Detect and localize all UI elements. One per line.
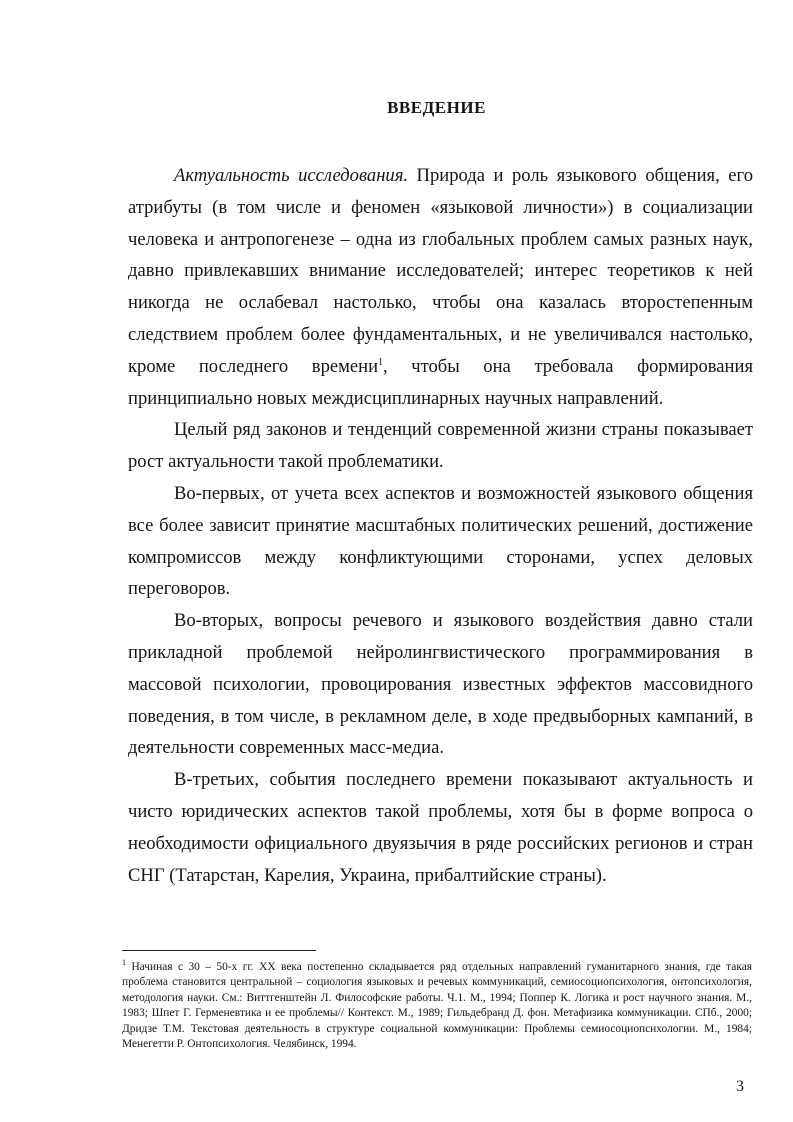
- footnote-text: Начиная с 30 – 50-х гг. XX века постепенно складывается ряд отдельных направлений гуманитарного знания, где такая проблема становится центральной – социология языковых и речевых коммуникаций, семиосоциопсихология, онтопсихология, методология науки. См.: Виттгенштейн Л. Философские работы. Ч.1. М., 1994; Поппер К. Логика и рост научного знания. М., 1983; Шпет Г. Герменевтика и ее проблемы// Контекст. М., 1989; Гильдебранд Д. фон. Метафизика коммуникации. СПб., 2000; Дридзе Т.М. Текстовая деятельность в структуре социальной коммуникации: Проблемы семиосоциопсихологии. М., 1984; Менегетти Р. Онтопсихология. Челябинск, 1994.: [122, 961, 752, 1051]
- paragraph-relevance-text-a: Природа и роль языкового общения, его атрибуты (в том числе и феномен «языковой личности») в социализации человека и антропогенезе – одна из глобальных проблем самых разных наук, давно привлекавших внимание исследователей; интерес теоретиков к ней никогда не ослабевал настолько, чтобы она казалась второстепенным следствием проблем более фундаментальных, и не увеличивался настолько, кроме последнего времени: [128, 165, 754, 377]
- footnote: [122, 960, 752, 1052]
- footnote-marker: 1: [122, 958, 126, 968]
- footnote-divider: [122, 950, 316, 951]
- page-title: ВВЕДЕНИЕ: [387, 98, 486, 117]
- paragraph-second-point: Во-вторых, вопросы речевого и языкового воздействия давно стали прикладной проблемой нейролингвистического программирования в массовой психологии, провоцирования известных эффектов массовидного поведения, в том числе, в рекламном деле, в ходе предвыборных кампаний, в деятельности современных масс-медиа.: [128, 610, 753, 759]
- page-number: 3: [736, 1078, 744, 1095]
- paragraph-third-point: В-третьих, события последнего времени показывают актуальность и чисто юридических аспектов такой проблемы, хотя бы в форме вопроса о необходимости официального двуязычия в ряде российских регионов и стран СНГ (Татарстан, Карелия, Украина, прибалтийские страны).: [128, 769, 753, 886]
- relevance-lead: Актуальность исследования.: [174, 165, 409, 186]
- body-text: [128, 160, 753, 891]
- paragraph-relevance: [128, 160, 753, 414]
- paragraph-relevance-text-b: , чтобы она требовала формирования принципиально новых междисциплинарных научных направлений.: [128, 355, 753, 409]
- footnote-reference[interactable]: 1: [378, 356, 384, 368]
- paragraph-trends: Целый ряд законов и тенденций современной жизни страны показывает рост актуальности такой проблематики.: [128, 419, 753, 473]
- paragraph-first-point: Во-первых, от учета всех аспектов и возможностей языкового общения все более зависит принятие масштабных политических решений, достижение компромиссов между конфликтующими сторонами, успех деловых переговоров.: [128, 482, 753, 600]
